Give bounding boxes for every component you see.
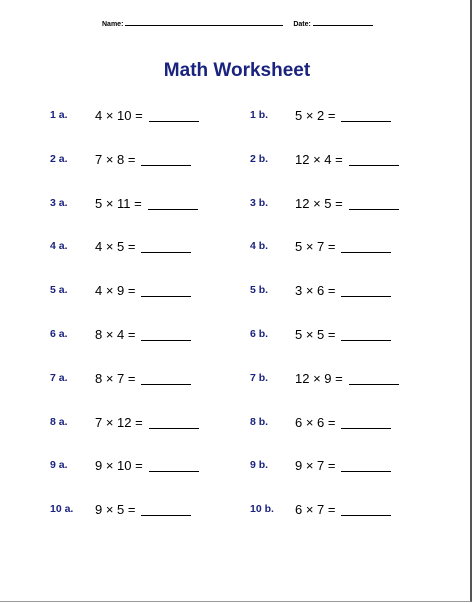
problem-expression: 4 × 10 = — [95, 108, 143, 123]
problem-expression: 3 × 6 = — [295, 283, 336, 298]
problem-expression: 7 × 12 = — [95, 415, 143, 430]
name-blank[interactable] — [125, 17, 283, 26]
answer-blank[interactable] — [141, 239, 191, 253]
answer-blank[interactable] — [349, 196, 399, 210]
page-title: Math Worksheet — [163, 60, 311, 81]
header — [102, 17, 373, 28]
problem-expression: 7 × 8 = — [95, 152, 136, 167]
answer-blank[interactable] — [148, 196, 198, 210]
answer-blank[interactable] — [349, 371, 399, 385]
answer-blank[interactable] — [149, 458, 199, 472]
problem-expression: 5 × 2 = — [295, 108, 336, 123]
problem-expression: 8 × 7 = — [95, 371, 136, 386]
problem-expression: 4 × 9 = — [95, 283, 136, 298]
problem-label: 8 a. — [50, 416, 68, 428]
problem-label: 7 b. — [250, 372, 269, 384]
problem-label: 2 a. — [50, 153, 68, 165]
problem-expression: 9 × 5 = — [95, 502, 136, 517]
answer-blank[interactable] — [149, 108, 199, 122]
problem-label: 4 a. — [50, 240, 68, 252]
problem-label: 9 b. — [250, 459, 269, 471]
answer-blank[interactable] — [341, 108, 391, 122]
problem-expression: 6 × 7 = — [295, 502, 336, 517]
problem-expression: 4 × 5 = — [95, 239, 136, 254]
problem-label: 5 a. — [50, 284, 68, 296]
date-blank[interactable] — [313, 17, 373, 26]
problem-expression: 5 × 5 = — [295, 327, 336, 342]
problem-expression: 12 × 9 = — [295, 371, 343, 386]
name-label: Name: — [102, 21, 124, 28]
problem-expression: 12 × 5 = — [295, 196, 343, 211]
answer-blank[interactable] — [341, 239, 391, 253]
problem-expression: 9 × 10 = — [95, 458, 143, 473]
problem-expression: 5 × 7 = — [295, 239, 336, 254]
problem-label: 5 b. — [250, 284, 269, 296]
problem-expression: 6 × 6 = — [295, 415, 336, 430]
problem-label: 3 b. — [250, 197, 269, 209]
answer-blank[interactable] — [141, 283, 191, 297]
problem-label: 4 b. — [250, 240, 269, 252]
problem-label: 8 b. — [250, 416, 269, 428]
problem-label: 1 b. — [250, 109, 269, 121]
answer-blank[interactable] — [341, 415, 391, 429]
answer-blank[interactable] — [341, 327, 391, 341]
problem-label: 10 b. — [250, 503, 274, 515]
answer-blank[interactable] — [141, 152, 191, 166]
problem-label: 1 a. — [50, 109, 68, 121]
problem-label: 7 a. — [50, 372, 68, 384]
answer-blank[interactable] — [341, 283, 391, 297]
problem-expression: 12 × 4 = — [295, 152, 343, 167]
answer-blank[interactable] — [141, 502, 191, 516]
answer-blank[interactable] — [341, 458, 391, 472]
answer-blank[interactable] — [141, 371, 191, 385]
problem-label: 10 a. — [50, 503, 74, 515]
answer-blank[interactable] — [349, 152, 399, 166]
problem-label: 2 b. — [250, 153, 269, 165]
answer-blank[interactable] — [341, 502, 391, 516]
problem-label: 6 b. — [250, 328, 269, 340]
problem-label: 9 a. — [50, 459, 68, 471]
problem-expression: 5 × 11 = — [95, 196, 142, 211]
problem-expression: 8 × 4 = — [95, 327, 136, 342]
date-label: Date: — [293, 21, 311, 28]
answer-blank[interactable] — [141, 327, 191, 341]
problem-label: 3 a. — [50, 197, 68, 209]
problem-label: 6 a. — [50, 328, 68, 340]
answer-blank[interactable] — [149, 415, 199, 429]
problem-expression: 9 × 7 = — [295, 458, 336, 473]
